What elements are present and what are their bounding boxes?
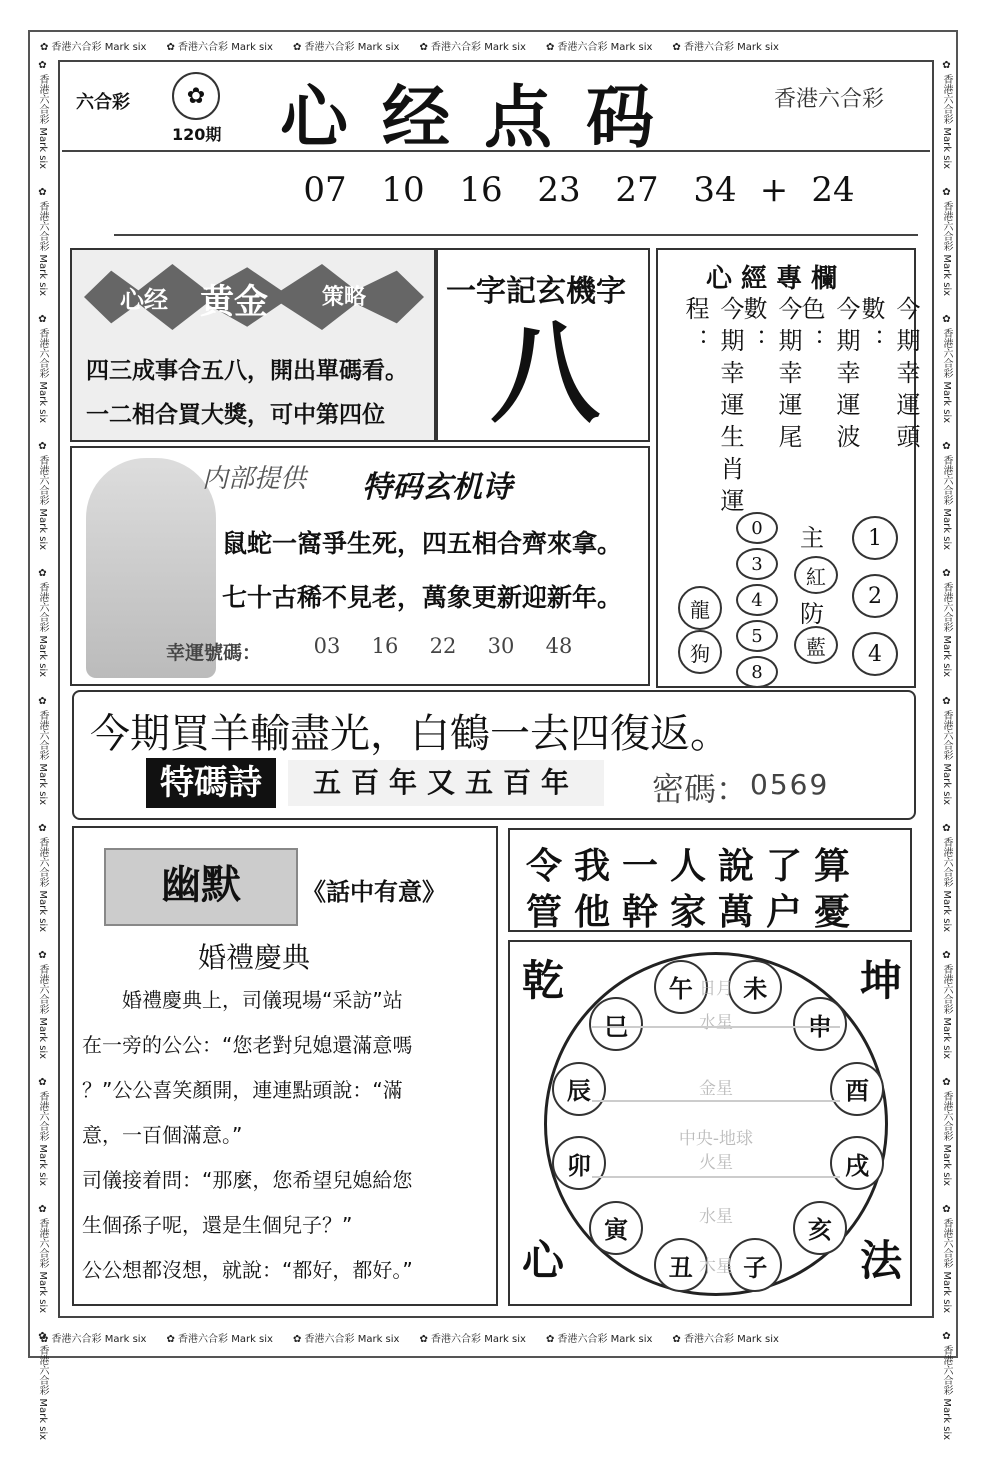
corner-fa: 法 <box>860 1236 903 1285</box>
watermark-text: ✿ 香港六合彩 Mark six <box>941 1076 952 1186</box>
watermark-text: ✿ 香港六合彩 Mark six <box>37 60 48 170</box>
draw-number: 16 <box>459 170 503 210</box>
column-head-text: 今期幸運頭數： <box>857 296 920 456</box>
headline-text: 今期買羊輸盡光，白鶴一去四復返。 <box>90 711 730 757</box>
column-tail-text: 今期幸運尾數： <box>739 296 802 456</box>
watermark-right <box>938 60 954 1441</box>
watermark-left <box>34 60 50 1441</box>
page-title: 心经点码 <box>280 78 689 158</box>
watermark-text: ✿ 香港六合彩 Mark six <box>37 695 48 805</box>
draw-number: 07 <box>303 170 347 210</box>
story-line: 司儀接着問：“那麼，您希望兒媳給您 <box>82 1168 413 1192</box>
watermark-text: ✿ 香港六合彩 Mark six <box>941 695 952 805</box>
watermark-text: ✿ 香港六合彩 Mark six <box>37 1076 48 1186</box>
branch-circle: 卯 <box>552 1136 606 1190</box>
story-line: 生個孫子呢，還是生個兒子？” <box>82 1213 353 1237</box>
poem-label-2: 特码玄机诗 <box>362 470 512 505</box>
zodiac-wheel <box>544 952 888 1296</box>
code-value: 0569 <box>750 768 830 801</box>
humor-box <box>72 826 498 1306</box>
watermark-text: ✿ 香港六合彩 Mark six <box>40 42 147 53</box>
yizi-char: 八 <box>490 310 600 438</box>
watermark-text: ✿ 香港六合彩 Mark six <box>941 568 952 678</box>
story-line: 在一旁的公公：“您老對兒媳還滿意嗎 <box>82 1033 413 1057</box>
draw-numbers <box>286 170 872 210</box>
watermark-text: ✿ 香港六合彩 Mark six <box>941 441 952 551</box>
banner-left: 心经 <box>120 286 168 314</box>
watermark-text: ✿ 香港六合彩 Mark six <box>292 42 400 53</box>
branch-circle: 未 <box>728 960 782 1014</box>
branch-circle: 亥 <box>793 1201 847 1255</box>
watermark-text: ✿ 香港六合彩 Mark six <box>941 314 952 424</box>
lucky-number: 22 <box>429 634 457 658</box>
watermark-text: ✿ 香港六合彩 Mark six <box>419 42 526 53</box>
hk-emblem-icon: ✿ <box>172 72 220 120</box>
header <box>62 64 930 158</box>
watermark-text: ✿ 香港六合彩 Mark six <box>37 1203 48 1314</box>
tail-circle: 0 <box>736 512 778 544</box>
slogan-line-1: 令我一人說了算 <box>526 845 863 887</box>
story-line: 婚禮慶典上，司儀現場“采訪”站 <box>82 988 403 1012</box>
branch-circle: 丑 <box>654 1238 708 1292</box>
branch-circle: 巳 <box>589 997 643 1051</box>
planet-label: 中央-地球 <box>678 1129 754 1149</box>
planet-label: 木星 <box>699 1257 733 1277</box>
golden-strategy-box <box>70 248 436 442</box>
lucky-number: 03 <box>313 634 341 658</box>
color-circle: 藍 <box>794 626 838 664</box>
poem-box <box>70 446 650 686</box>
branch-circle: 辰 <box>552 1062 606 1116</box>
poem-line-1: 鼠蛇一窩爭生死，四五相合齊來拿。 <box>222 529 623 558</box>
verse-text: 五百年又五百年 <box>288 760 604 806</box>
story-line: 意，一百個滿意。” <box>82 1123 243 1147</box>
poem-label-1: 内部提供 <box>202 464 307 494</box>
color-main-label: 主 <box>800 524 824 552</box>
watermark-text: ✿ 香港六合彩 Mark six <box>941 1203 952 1314</box>
wheel-line <box>592 1176 840 1178</box>
tail-circle: 3 <box>736 548 778 580</box>
story-title: 婚禮慶典 <box>198 941 311 974</box>
lucky-number: 16 <box>371 634 399 658</box>
plus-sign: + <box>759 170 789 210</box>
watermark-text: ✿ 香港六合彩 Mark six <box>37 441 48 551</box>
watermark-bottom <box>40 1330 940 1345</box>
logo-text: 六合彩 <box>76 92 130 113</box>
tail-circle: 5 <box>736 620 778 652</box>
watermark-text: ✿ 香港六合彩 Mark six <box>37 1331 48 1441</box>
watermark-text: ✿ 香港六合彩 Mark six <box>941 1331 952 1441</box>
story-body <box>82 978 492 1293</box>
watermark-text: ✿ 香港六合彩 Mark six <box>37 187 48 297</box>
banner-main: 黄金 <box>200 282 268 322</box>
special-number: 24 <box>811 170 855 210</box>
story-line: 公公想都沒想，就說：“都好，都好。” <box>82 1258 413 1282</box>
story-line: ？”公公喜笑顏開，連連點頭說：“滿 <box>82 1078 403 1102</box>
column-title: 心 經 專 欄 <box>706 264 838 294</box>
planet-label: 火星 <box>699 1153 733 1173</box>
watermark-text: ✿ 香港六合彩 Mark six <box>941 949 952 1059</box>
watermark-text: ✿ 香港六合彩 Mark six <box>672 42 779 53</box>
tail-circle: 4 <box>736 584 778 616</box>
draw-number: 34 <box>693 170 737 210</box>
draw-number: 10 <box>381 170 425 210</box>
watermark-text: ✿ 香港六合彩 Mark six <box>40 1334 147 1345</box>
head-circle: 4 <box>852 632 898 676</box>
corner-kun: 坤 <box>860 956 903 1005</box>
issue-number: 120期 <box>172 125 222 144</box>
brand-name: 香港六合彩 <box>774 87 885 112</box>
branch-circle: 午 <box>654 960 708 1014</box>
watermark-text: ✿ 香港六合彩 Mark six <box>672 1334 779 1345</box>
color-circle: 紅 <box>794 556 838 594</box>
watermark-text: ✿ 香港六合彩 Mark six <box>166 42 273 53</box>
poem-line-2: 七十古稀不見老，萬象更新迎新年。 <box>222 583 623 612</box>
head-circle: 2 <box>852 574 898 618</box>
column-color-text: 今期幸運波色： <box>797 296 860 456</box>
wheel-line <box>592 1026 840 1028</box>
watermark-text: ✿ 香港六合彩 Mark six <box>545 1334 653 1345</box>
watermark-text: ✿ 香港六合彩 Mark six <box>37 949 48 1059</box>
corner-qian: 乾 <box>522 956 565 1005</box>
code-label: 密碼： <box>652 770 749 808</box>
branch-circle: 寅 <box>589 1201 643 1255</box>
humor-logo: 幽默 <box>104 848 298 926</box>
watermark-text: ✿ 香港六合彩 Mark six <box>37 568 48 678</box>
branch-circle: 子 <box>728 1238 782 1292</box>
watermark-text: ✿ 香港六合彩 Mark six <box>941 60 952 170</box>
draw-number: 27 <box>615 170 659 210</box>
planet-label: 水星 <box>699 1013 733 1033</box>
planet-label: 日月 <box>699 979 733 999</box>
humor-subtitle: 《話中有意》 <box>302 878 446 906</box>
slogan-line-2: 管他幹家萬户憂 <box>526 891 863 933</box>
yizi-title: 一字記玄機字 <box>446 274 626 309</box>
watermark-text: ✿ 香港六合彩 Mark six <box>37 822 48 932</box>
watermark-text: ✿ 香港六合彩 Mark six <box>166 1334 273 1345</box>
yizi-box <box>436 248 650 442</box>
lucky-label: 幸運號碼： <box>166 642 262 664</box>
lucky-numbers <box>298 634 588 658</box>
planet-label: 金星 <box>699 1079 733 1099</box>
slogan-box <box>508 828 912 932</box>
headline-banner <box>72 690 916 820</box>
watermark-text: ✿ 香港六合彩 Mark six <box>292 1334 400 1345</box>
watermark-top <box>40 38 940 53</box>
banner-right: 策略 <box>322 285 367 310</box>
tail-circle: 8 <box>736 656 778 688</box>
watermark-text: ✿ 香港六合彩 Mark six <box>37 314 48 424</box>
corner-xin: 心 <box>522 1236 565 1285</box>
watermark-text: ✿ 香港六合彩 Mark six <box>941 187 952 297</box>
watermark-text: ✿ 香港六合彩 Mark six <box>545 42 653 53</box>
wheel-line <box>592 1100 840 1102</box>
branch-circle: 申 <box>793 997 847 1051</box>
branch-circle: 戌 <box>830 1136 884 1190</box>
xinfa-box <box>508 940 912 1306</box>
watermark-text: ✿ 香港六合彩 Mark six <box>419 1334 526 1345</box>
lucky-number: 30 <box>487 634 515 658</box>
head-circle: 1 <box>852 516 898 560</box>
zodiac-circle: 狗 <box>678 630 722 674</box>
zodiac-circle: 龍 <box>678 586 722 630</box>
branch-circle: 酉 <box>830 1062 884 1116</box>
golden-line-1: 四三成事合五八，開出單碼看。 <box>86 357 408 384</box>
watermark-text: ✿ 香港六合彩 Mark six <box>941 822 952 932</box>
divider <box>114 234 918 236</box>
lucky-number: 48 <box>545 634 573 658</box>
tag-label: 特碼詩 <box>146 758 276 808</box>
golden-line-2: 一二相合買大獎，可中第四位 <box>86 401 385 428</box>
column-zodiac-text: 今期幸運生肖運程： <box>681 296 744 520</box>
column-box <box>656 248 920 688</box>
draw-number: 23 <box>537 170 581 210</box>
planet-label: 水星 <box>699 1207 733 1227</box>
color-alt-label: 防 <box>800 600 824 628</box>
